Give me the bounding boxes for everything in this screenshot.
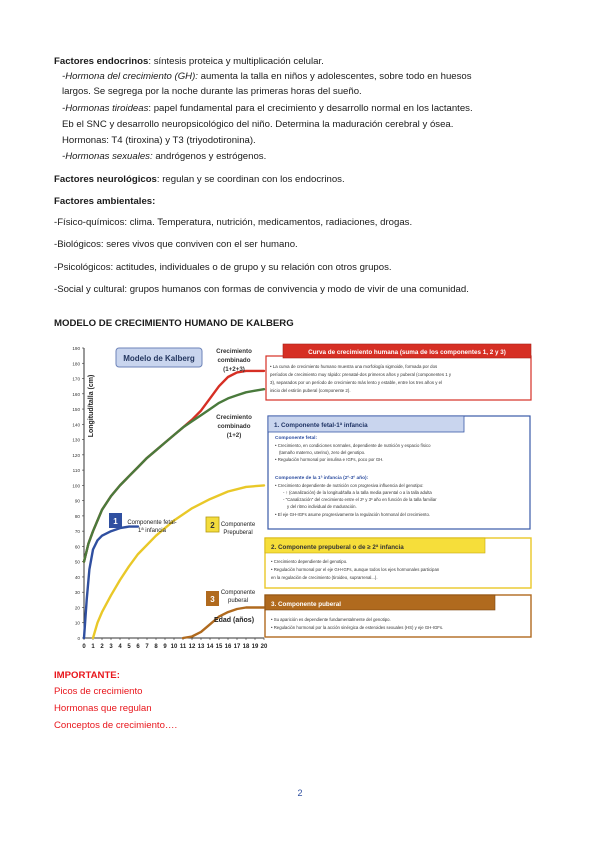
endocrine-label: Factores endocrinos xyxy=(54,56,149,67)
fetal-number: 1 xyxy=(113,517,118,526)
thyroid-line3: Hormonas: T4 (tiroxina) y T3 (triyodotironina). xyxy=(62,135,256,146)
y-tick-label: 120 xyxy=(72,452,80,458)
x-tick-label: 14 xyxy=(206,644,214,650)
env-social: -Social y cultural: grupos humanos con formas de convivencia y modo de vivir de una comunidad. xyxy=(54,284,469,295)
important-item: Conceptos de crecimiento…. xyxy=(54,720,178,731)
combined-123-label-1: Crecimiento xyxy=(216,348,252,355)
fetal-label-1: Componente fetal- xyxy=(127,520,177,526)
x-tick-label: 19 xyxy=(251,644,259,650)
panel-prep-line: • Regulación hormonal por el eje GH-IGFs, aunque todos los ejes hormonales participan xyxy=(271,567,440,572)
panel-fetal-line: • Crecimiento dependiente de nutrición con progresiva influencia del genotipo: xyxy=(275,483,424,488)
x-tick-label: 20 xyxy=(260,644,268,650)
combined-123-label-3: (1+2+3) xyxy=(223,366,245,373)
y-tick-label: 90 xyxy=(74,498,80,504)
panel-prep-line: en la regulación de crecimiento (tiroideo, suprarrenal...). xyxy=(271,575,378,580)
x-tick-label: 4 xyxy=(118,644,122,650)
neuro-text: : regulan y se coordinan con los endocrinos. xyxy=(156,174,345,185)
panel-sum xyxy=(266,344,531,400)
env-physical: -Físico-químicos: clima. Temperatura, nutrición, medicamentos, radiaciones, drogas. xyxy=(54,217,413,228)
x-tick-label: 8 xyxy=(154,644,158,650)
panel-fetal-line: • Crecimiento, en condiciones normales, dependiente de nutrición y espacio físico xyxy=(275,443,431,448)
panel-fetal-line: • El eje GH-IGFs asume progresivamente la regulación hormonal del crecimiento. xyxy=(275,512,431,517)
y-tick-label: 20 xyxy=(74,605,80,611)
y-tick-label: 160 xyxy=(72,391,80,397)
panel-fetal xyxy=(268,416,530,529)
y-tick-label: 70 xyxy=(74,529,80,535)
x-tick-label: 7 xyxy=(145,644,149,650)
x-tick-label: 5 xyxy=(127,644,131,650)
y-tick-label: 50 xyxy=(74,559,80,565)
y-tick-label: 170 xyxy=(72,376,80,382)
y-tick-label: 130 xyxy=(72,437,80,443)
sex-label: -Hormonas sexuales: xyxy=(62,151,153,162)
combined-123-label-2: combinado xyxy=(217,357,251,364)
important-item: Hormonas que regulan xyxy=(54,703,152,714)
panel-fetal-title: 1. Componente fetal-1ª infancia xyxy=(274,422,368,429)
x-tick-label: 2 xyxy=(100,644,104,650)
env-biological: -Biológicos: seres vivos que conviven con el ser humano. xyxy=(54,239,298,250)
combined-12-label-3: (1+2) xyxy=(226,432,242,439)
prep-label-2: Prepuberal xyxy=(223,530,253,536)
x-tick-label: 17 xyxy=(233,644,241,650)
endocrine-text: : síntesis proteica y multiplicación celular. xyxy=(148,56,324,67)
series-line-3 xyxy=(84,527,138,638)
panel-fetal-line: - ↑ (canalización) de la longitud/talla a la talla media parental o a la talla adulta xyxy=(283,490,432,495)
page-number: 2 xyxy=(297,788,303,798)
x-tick-label: 9 xyxy=(163,644,167,650)
y-tick-label: 0 xyxy=(77,636,80,641)
gh-paragraph xyxy=(62,70,472,84)
x-tick-label: 6 xyxy=(136,644,140,650)
y-tick-label: 100 xyxy=(72,483,80,489)
y-tick-label: 150 xyxy=(72,407,80,413)
x-tick-label: 16 xyxy=(224,644,232,650)
prep-number: 2 xyxy=(210,521,215,530)
section-title: MODELO DE CRECIMIENTO HUMANO DE KALBERG xyxy=(54,318,294,329)
y-tick-label: 110 xyxy=(72,468,80,474)
gh-label: -Hormona del crecimiento (GH): xyxy=(62,71,198,82)
x-tick-label: 1 xyxy=(91,644,95,650)
x-tick-label: 12 xyxy=(188,644,196,650)
panel-prep-title: 2. Componente prepuberal o de ≥ 2ª infancia xyxy=(271,544,404,551)
panel-prep xyxy=(265,538,531,588)
x-tick-label: 11 xyxy=(179,644,187,650)
y-tick-label: 180 xyxy=(72,361,80,367)
panel-fetal-line: • Regulación hormonal por insulina e IGFs, poco por GH. xyxy=(275,457,384,462)
kalberg-chart-svg xyxy=(54,338,534,650)
panel-pub-line: • Regulación hormonal por la acción sinérgica de esteroides sexuales (HS) y eje GH-IGFs. xyxy=(271,625,444,630)
panel-fetal-line: (tamaño materno, uterino), zero del genotipo. xyxy=(279,450,366,455)
thyroid-label: -Hormonas tiroideas xyxy=(62,103,149,114)
kalberg-chart xyxy=(54,338,534,650)
x-tick-label: 15 xyxy=(215,644,223,650)
thyroid-text: : papel fundamental para el crecimiento y desarrollo normal en los lactantes. xyxy=(148,103,473,114)
gh-text: aumenta la talla en niños y adolescentes, sobre todo en huesos xyxy=(197,71,472,82)
thyroid-paragraph xyxy=(62,102,473,116)
gh-line2: largos. Se segrega por la noche durante las primeras horas del sueño. xyxy=(62,86,362,97)
fetal-label-2: 1ª infancia xyxy=(138,528,166,534)
important-title: IMPORTANTE: xyxy=(54,670,120,681)
panel-fetal-line: y del ritmo individual de maduración. xyxy=(287,504,357,509)
panel-sum-line: períodos de crecimiento muy rápido: prenatal-dos primeros años y puberal (componentes 1 y xyxy=(270,372,452,377)
y-tick-label: 30 xyxy=(74,590,80,596)
x-tick-label: 18 xyxy=(242,644,250,650)
panel-sum-line: 3), separados por un período de crecimiento más lento y estable, entre los tres años y el xyxy=(270,380,443,385)
panel-fetal-sub2: Componente de la 1ª infancia (2º-3º año): xyxy=(275,476,369,481)
pub-number: 3 xyxy=(210,595,215,604)
x-tick-label: 10 xyxy=(170,644,178,650)
panel-pub-title: 3. Componente puberal xyxy=(271,601,341,608)
important-item: Picos de crecimiento xyxy=(54,686,143,697)
y-tick-label: 140 xyxy=(72,422,80,428)
y-axis-label: Longitud/talla (cm) xyxy=(88,374,95,438)
model-label: Modelo de Kalberg xyxy=(123,354,195,363)
panel-prep-line: • Crecimiento dependiente del genotipo. xyxy=(271,559,348,564)
x-axis-label: Edad (años) xyxy=(213,617,255,624)
x-tick-label: 13 xyxy=(197,644,205,650)
sex-text: andrógenos y estrógenos. xyxy=(152,151,267,162)
neuro-label: Factores neurológicos xyxy=(54,174,157,185)
series-line-4 xyxy=(93,485,264,638)
panel-pub xyxy=(265,595,531,637)
y-tick-label: 80 xyxy=(74,513,80,519)
panel-fetal-line: - "Canalización" del crecimiento entre el 2º y 3º año en función de la talla familiar xyxy=(283,497,437,502)
thyroid-line2: Eb el SNC y desarrollo neuropsicológico del niño. Determina la maduración cerebral y ósea. xyxy=(62,119,454,130)
endocrine-factors xyxy=(54,55,324,69)
env-psychological: -Psicológicos: actitudes, individuales o de grupo y su relación con otros grupos. xyxy=(54,262,392,273)
panel-pub-line: • Su aparición es dependiente fundamentalmente del genotipo. xyxy=(271,617,391,622)
y-tick-label: 190 xyxy=(72,346,80,351)
chart-axes xyxy=(72,346,268,650)
x-tick-label: 3 xyxy=(109,644,113,650)
panel-sum-title: Curva de crecimiento humana (suma de los componentes 1, 2 y 3) xyxy=(308,349,506,356)
sex-hormones xyxy=(62,150,266,164)
y-tick-label: 60 xyxy=(74,544,80,550)
neuro-factors xyxy=(54,173,345,187)
combined-12-label-1: Crecimiento xyxy=(216,414,252,421)
panel-sum-line: • La curva de crecimiento humano muestra una morfología sigmoide, formada por dos xyxy=(270,364,438,369)
combined-12-label-2: combinado xyxy=(217,423,251,430)
y-tick-label: 40 xyxy=(74,574,80,580)
env-title: Factores ambientales: xyxy=(54,196,156,207)
x-tick-label: 0 xyxy=(82,644,86,650)
pub-label-1: Componente xyxy=(220,590,256,596)
panel-sum-line: inicio del estirón puberal (componente 2). xyxy=(270,388,351,393)
prep-label-1: Componente xyxy=(220,522,256,528)
panel-fetal-sub1: Componente fetal: xyxy=(275,436,318,441)
y-tick-label: 10 xyxy=(74,620,80,626)
pub-label-2: puberal xyxy=(227,598,249,604)
